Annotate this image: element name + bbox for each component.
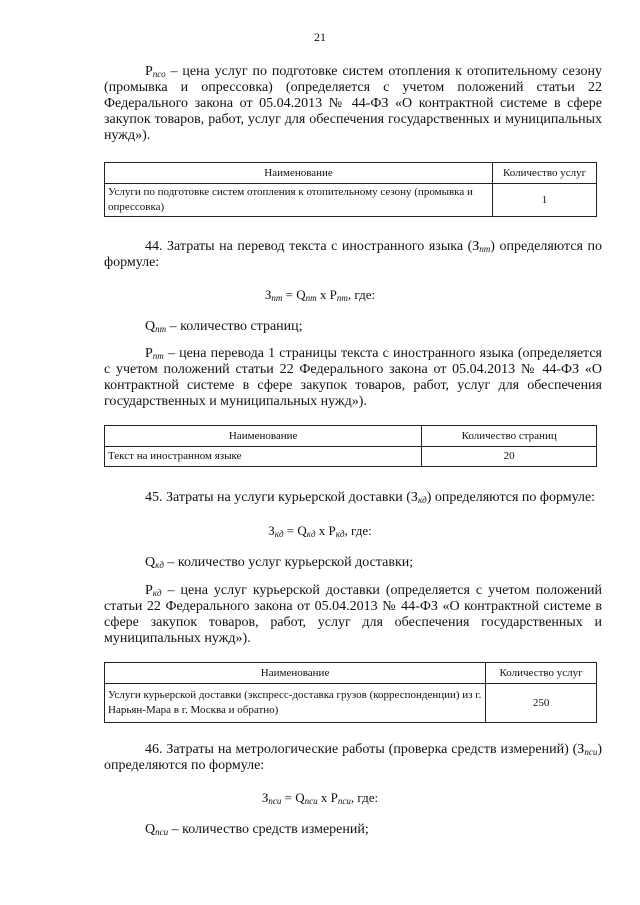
table-row bbox=[105, 684, 597, 723]
column-header-pages: Количество страниц bbox=[422, 426, 597, 447]
p-definition-44: $Р_{пт}$ – цена перевода 1 страницы текста с иностранного языка (определяется с учетом положений статьи 22 Федерального закона от 05.04.2013 № 44-ФЗ «О контрактной системе в сфере закупок товаров, работ, услуг для обеспечения государственных и муниципальных нужд»). bbox=[104, 346, 602, 409]
cell-pages: 20 bbox=[422, 447, 597, 467]
translation-table bbox=[104, 425, 597, 467]
formula-46: $З_{пси} = Q_{пси}$ х $Р_{пси}$, где: bbox=[261, 790, 379, 806]
column-header-name: Наименование bbox=[105, 163, 493, 184]
cell-quantity: 250 bbox=[486, 684, 597, 723]
section-45-heading: 45. Затраты на услуги курьерской доставки $(З_{кд})$ определяются по формуле: bbox=[145, 490, 596, 505]
heating-services-table bbox=[104, 162, 597, 217]
q-definition-46: $Q_{пси}$ – количество средств измерений; bbox=[145, 822, 369, 837]
formula-44: $З_{пт} = Q_{пт}$ х $Р_{пт}$, где: bbox=[264, 287, 376, 303]
courier-table bbox=[104, 662, 597, 723]
q-definition-44: $Q_{пт}$ – количество страниц; bbox=[145, 319, 303, 334]
column-header-quantity: Количество услуг bbox=[486, 663, 597, 684]
cell-quantity: 1 bbox=[493, 184, 597, 217]
pso-definition: $Р_{псо}$ – цена услуг по подготовке систем отопления к отопительному сезону (промывка и опрессовка) (определяется с учетом положений статьи 22 Федерального закона от 05.04.2013 № 44-ФЗ «О контрактной системе в сфере закупок товаров, работ, услуг для обеспечения государственных и муниципальных нужд»). bbox=[104, 64, 602, 143]
table-row bbox=[105, 447, 597, 467]
table-row bbox=[105, 184, 597, 217]
table-header-row bbox=[105, 663, 597, 684]
table-header-row bbox=[105, 426, 597, 447]
q-definition-45: $Q_{кд}$ – количество услуг курьерской доставки; bbox=[145, 555, 414, 570]
page-number: 21 bbox=[314, 30, 326, 44]
p-definition-45: $Р_{кд}$ – цена услуг курьерской доставки (определяется с учетом положений статьи 22 Федерального закона от 05.04.2013 № 44-ФЗ «О контрактной системе в сфере закупок товаров, работ, услуг для обеспечения государственных и муниципальных нужд»). bbox=[104, 583, 602, 646]
column-header-name: Наименование bbox=[105, 426, 422, 447]
table-header-row bbox=[105, 163, 597, 184]
section-46-heading: 46. Затраты на метрологические работы (проверка средств измерений) $(З_{пси})$ определяются по формуле: bbox=[104, 742, 602, 773]
formula-45: $З_{кд} = Q_{кд}$ х $Р_{кд}$, где: bbox=[268, 523, 372, 539]
cell-name: Текст на иностранном языке bbox=[105, 447, 422, 467]
cell-name: Услуги по подготовке систем отопления к отопительному сезону (промывка и опрессовка) bbox=[105, 184, 493, 217]
section-44-heading: 44. Затраты на перевод текста с иностранного языка $(З_{пт})$ определяются по формуле: bbox=[104, 239, 603, 270]
cell-name: Услуги курьерской доставки (экспресс-доставка грузов (корреспонденции) из г. Нарьян-Мара в г. Москва и обратно) bbox=[105, 684, 486, 723]
column-header-quantity: Количество услуг bbox=[493, 163, 597, 184]
column-header-name: Наименование bbox=[105, 663, 486, 684]
